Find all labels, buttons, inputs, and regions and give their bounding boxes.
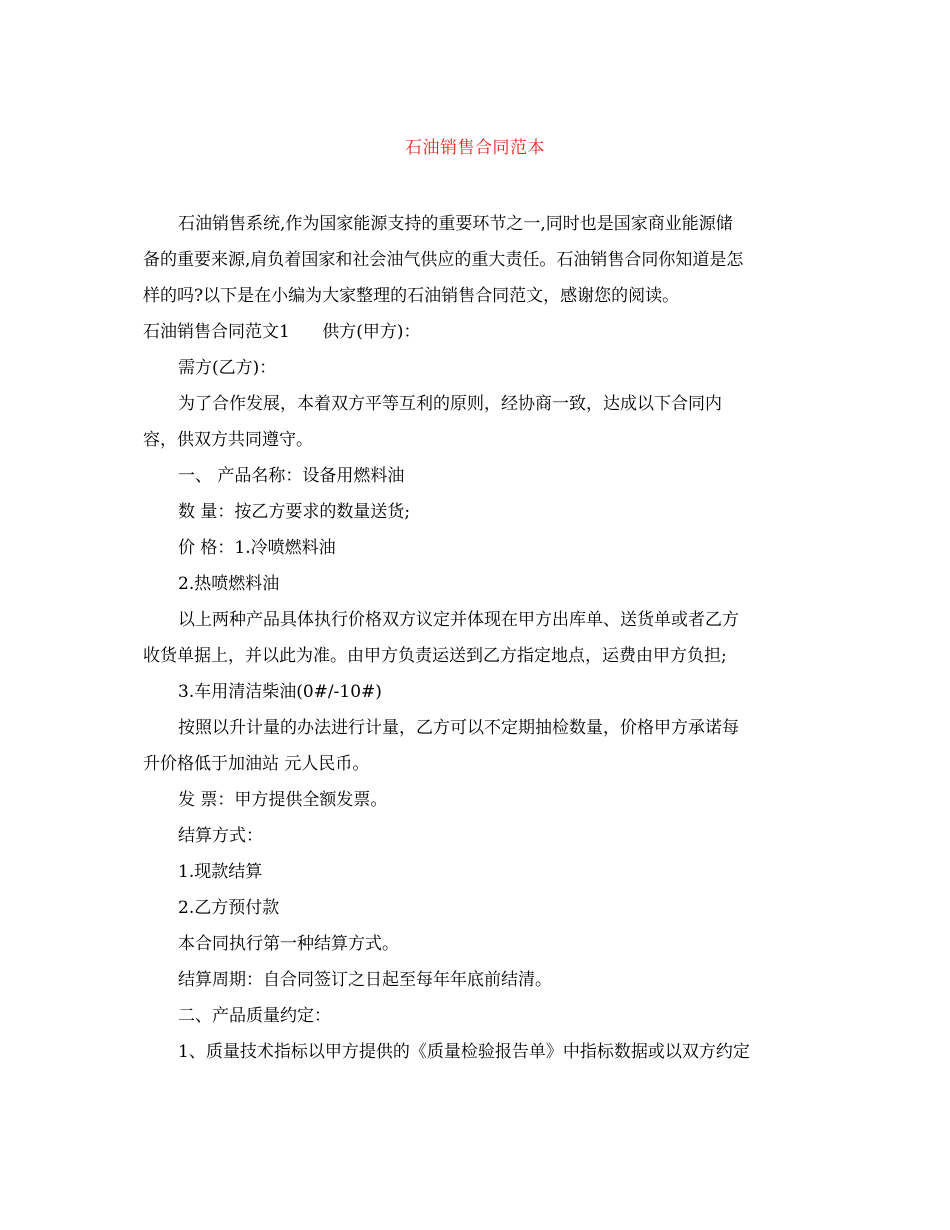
text-line: 结算方式： — [178, 826, 263, 846]
text-line: 发 票：甲方提供全额发票。 — [178, 790, 388, 810]
text-line: 石油销售合同范文1 供方(甲方)： — [143, 322, 421, 342]
text-line: 按照以升计量的办法进行计量，乙方可以不定期抽检数量，价格甲方承诺每 — [178, 718, 739, 738]
text-line: 1、质量技术指标以甲方提供的《质量检验报告单》中指标数据或以双方约定 — [178, 1042, 750, 1062]
text-line: 需方(乙方)： — [178, 358, 277, 378]
text-line: 2.乙方预付款 — [178, 898, 280, 918]
text-line: 二、产品质量约定： — [178, 1006, 331, 1026]
text-line: 结算周期：自合同签订之日起至每年年底前结清。 — [178, 970, 552, 990]
text-line: 石油销售系统,作为国家能源支持的重要环节之一,同时也是国家商业能源储 — [178, 214, 733, 234]
text-line: 3.车用清洁柴油(0#/-10#) — [178, 682, 382, 702]
text-line: 本合同执行第一种结算方式。 — [178, 934, 399, 954]
text-line: 以上两种产品具体执行价格双方议定并体现在甲方出库单、送货单或者乙方 — [178, 610, 739, 630]
text-line: 备的重要来源,肩负着国家和社会油气供应的重大责任。石油销售合同你知道是怎 — [143, 250, 744, 270]
text-line: 样的吗?以下是在小编为大家整理的石油销售合同范文，感谢您的阅读。 — [143, 286, 680, 306]
text-line: 容，供双方共同遵守。 — [143, 430, 313, 450]
text-line: 升价格低于加油站 元人民币。 — [143, 754, 370, 774]
text-line: 为了合作发展，本着双方平等互利的原则，经协商一致，达成以下合同内 — [178, 394, 722, 414]
text-line: 价 格：1.冷喷燃料油 — [178, 538, 336, 558]
text-line: 1.现款结算 — [178, 862, 263, 882]
text-line: 一、 产品名称：设备用燃料油 — [178, 466, 405, 486]
text-line: 2.热喷燃料油 — [178, 574, 280, 594]
document-title: 石油销售合同范本 — [405, 138, 545, 158]
document-body — [143, 206, 809, 1070]
text-line: 收货单据上，并以此为准。由甲方负责运送到乙方指定地点，运费由甲方负担; — [143, 646, 727, 666]
text-line: 数 量：按乙方要求的数量送货; — [178, 502, 411, 522]
